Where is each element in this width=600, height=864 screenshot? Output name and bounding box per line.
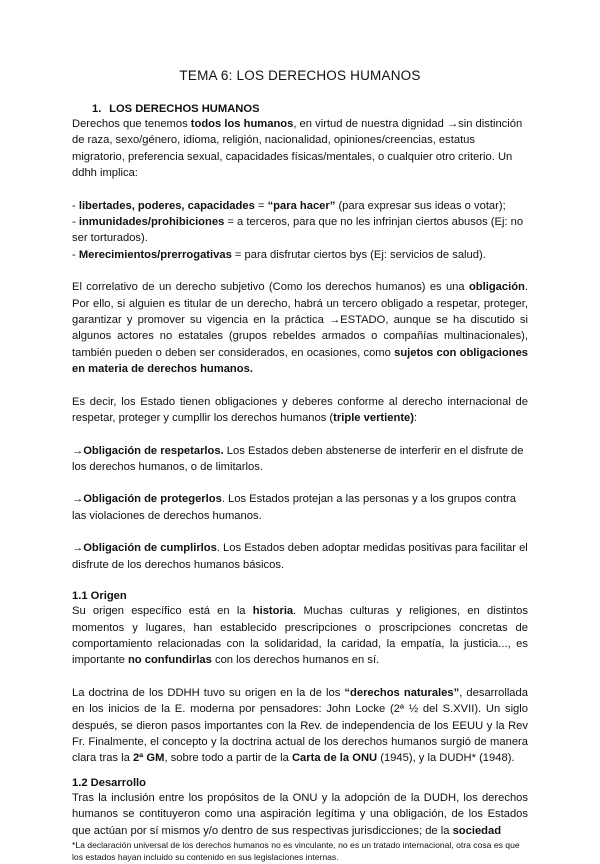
- section-1-heading: [72, 102, 528, 116]
- text: . Muchas culturas y religiones, en distintos momentos y lugares, han establecido prescripciones o proscripciones concretas de comportamiento relacionadas con la solidaridad, la caridad, la empatía, la justicia..., es importante: [72, 605, 528, 667]
- bold-text: no confundirlas: [127, 654, 212, 667]
- bold-text: 2ª GM: [132, 752, 165, 765]
- section-1-intro: [72, 116, 528, 182]
- text: =: [254, 199, 268, 212]
- paragraph-origen-doctrina: [72, 685, 528, 767]
- text: , en virtud de nuestra dignidad →sin distinción de raza, sexo/género, idioma, religión, nacionalidad, opiniones/creencias, estatus migratorio, preferencia sexual, capacidades físicas/mentales, o cualquier otro criterio. Un ddhh implica:: [72, 118, 523, 180]
- bullet-marker: -: [72, 248, 79, 261]
- paragraph-triple-vertiente: [72, 394, 528, 427]
- document-title: TEMA 6: LOS DERECHOS HUMANOS: [179, 68, 421, 83]
- bold-text: “para hacer”: [267, 199, 336, 212]
- bullet-marker: -: [72, 199, 79, 212]
- bold-text: →Obligación de protegerlos: [72, 493, 222, 506]
- text: , sobre todo a partir de la: [164, 752, 292, 765]
- bold-text: todos los humanos: [190, 118, 294, 130]
- section-1-1-heading: 1.1 Origen: [72, 589, 127, 602]
- text: (para expresar sus ideas o votar);: [335, 199, 506, 212]
- paragraph-obligacion: [72, 279, 528, 377]
- text: = para disfrutar ciertos bys (Ej: servicios de salud).: [231, 248, 486, 261]
- text: El correlativo de un derecho subjetivo (Como los derechos humanos) es una: [72, 281, 469, 294]
- text: Su origen específico está en la: [72, 605, 253, 618]
- bold-text: triple vertiente): [333, 412, 414, 425]
- bold-text: obligación: [468, 281, 525, 294]
- bold-text: Carta de la ONU: [291, 752, 378, 765]
- bullet-marker: -: [72, 216, 79, 229]
- section-1-number: 1.: [92, 103, 102, 115]
- text: Los Estados deben abstenerse de interferir en el disfrute de los derechos humanos, o de limitarlos.: [72, 444, 524, 473]
- text: Derechos que tenemos: [72, 118, 191, 130]
- text: . Por ello, si alguien es titular de un derecho, habrá un tercero obligado a respetar, proteger, garantizar y promover su vigencia en la práctica →ESTADO, aunque se ha discutido si algunos actores no estatales (grupos rebeldes armados o compañías multinacionales), también pueden o deben ser considerados, en ocasiones, como: [72, 281, 528, 359]
- section-1-2-heading: 1.2 Desarrollo: [72, 776, 146, 789]
- obligation-respetar: [72, 443, 528, 476]
- bold-text: sociedad: [452, 824, 502, 837]
- text: . Los Estados protejan a las personas y a los grupos contra las violaciones de derechos humanos.: [72, 493, 516, 522]
- paragraph-origen-historia: [72, 603, 528, 669]
- bullet-merecimientos: [72, 247, 528, 263]
- section-1-title: LOS DERECHOS HUMANOS: [109, 103, 260, 115]
- bold-text: Merecimientos/prerrogativas: [78, 248, 232, 261]
- bold-text: inmunidades/prohibiciones: [78, 216, 225, 229]
- text: La doctrina de los DDHH tuvo su origen en la de los: [72, 686, 345, 699]
- text: Tras la inclusión entre los propósitos de la ONU y la adopción de la DUDH, los derechos humanos se contituyeron como una aspiración legítima y una obligación, de los Estados que actúan por sí mismos y/o dentro de sus respectivas jurisdicciones; de la: [72, 792, 528, 837]
- text: con los derechos humanos en sí.: [211, 654, 380, 667]
- paragraph-desarrollo: [72, 790, 528, 839]
- text: (1945), y la DUDH* (1948).: [377, 752, 515, 765]
- text: . Los Estados deben adoptar medidas positivas para facilitar el disfrute de los derechos humanos básicos.: [72, 542, 528, 571]
- text: = a terceros, para que no les infrinjan ciertos abusos (Ej: no ser torturados).: [72, 216, 524, 245]
- bullet-libertades: [72, 198, 528, 214]
- bold-text: “derechos naturales”: [344, 686, 460, 699]
- bold-text: libertades, poderes, capacidades: [78, 199, 255, 212]
- footnote: *La declaración universal de los derechos humanos no es vinculante, no es un tratado internacional, otra cosa es que los estados hayan incluido su contenido en sus legislaciones internas.: [72, 840, 520, 863]
- bold-text: →Obligación de cumplirlos: [72, 542, 217, 555]
- bold-text: historia: [252, 605, 294, 618]
- bold-text: →Obligación de respetarlos.: [72, 444, 224, 457]
- bold-text: sujetos con obligaciones en materia de derechos humanos.: [72, 346, 529, 376]
- text: :: [414, 412, 418, 425]
- text: , desarrollada en los inicios de la E. moderna por pensadores: John Locke (2ª ½ del S.XVII). Un siglo después, se dieron pasos importantes con la Rev. de independencia de los EEUU y la Rev Fr. Finalmente, el concepto y la doctrina actual de los derechos humanos surgió de manera clara tras la: [72, 686, 528, 765]
- obligation-cumplir: [72, 540, 528, 573]
- obligation-proteger: [72, 491, 528, 524]
- bullet-inmunidades: [72, 214, 528, 247]
- text: Es decir, los Estado tienen obligaciones y deberes conforme al derecho internacional de respetar, proteger y cumpllir los derechos humanos (: [72, 395, 528, 425]
